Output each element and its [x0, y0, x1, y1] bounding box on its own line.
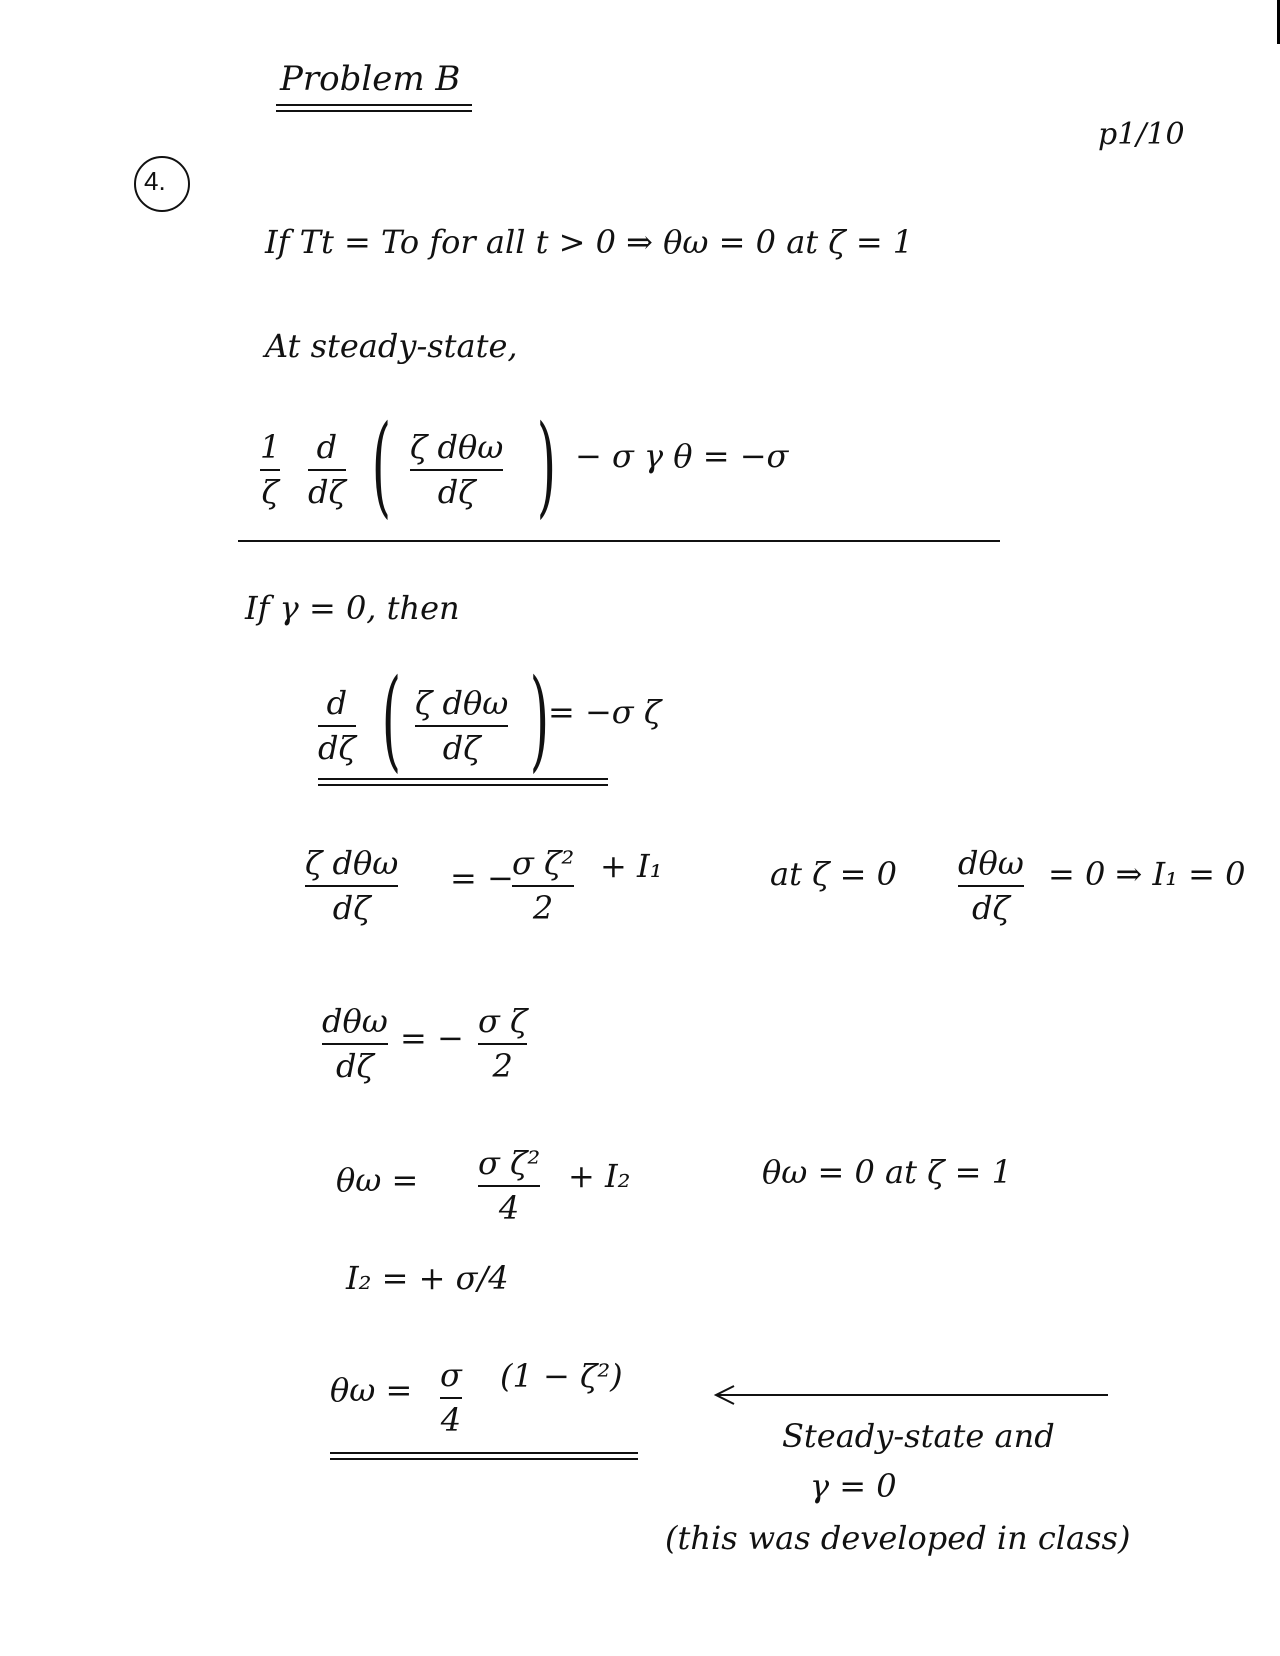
gamma-zero-heading: If γ = 0, then: [245, 589, 460, 627]
eq2-underline-1: [318, 778, 608, 780]
eq3-equals: = −: [450, 859, 514, 897]
eq1-rhs: − σ γ θ = −σ: [575, 437, 789, 475]
eq2-frac-zeta-dtheta: ζ dθω dζ: [415, 684, 509, 768]
eq3-lhs-frac: ζ dθω dζ: [305, 844, 399, 928]
note-line-3: (this was developed in class): [665, 1519, 1131, 1557]
eq5-constant: + I₂: [568, 1157, 631, 1195]
eq7-expression: (1 − ζ²): [500, 1357, 623, 1395]
page-number: p1/10: [1098, 117, 1185, 152]
note-line-1: Steady-state and: [782, 1417, 1055, 1455]
eq6-constant-value: I₂ = + σ/4: [346, 1259, 509, 1297]
eq4-lhs-frac: dθω dζ: [322, 1002, 388, 1086]
eq1-frac-zeta-dtheta: ζ dθω dζ: [410, 428, 504, 512]
eq2-underline-2: [318, 784, 608, 786]
eq1-right-paren: ): [536, 401, 557, 529]
eq5-frac: σ ζ² 4: [478, 1144, 541, 1228]
eq7-underline-1: [330, 1452, 638, 1454]
eq3-rhs-frac: σ ζ² 2: [512, 844, 575, 928]
arrow-left-icon: [708, 1380, 1118, 1410]
steady-state-heading: At steady-state,: [265, 327, 518, 365]
eq7-frac: σ 4: [440, 1356, 462, 1440]
eq3-condition-frac: dθω dζ: [958, 844, 1024, 928]
eq3-constant: + I₁: [600, 847, 663, 885]
section-divider: [238, 540, 1000, 542]
title-underline-2: [276, 110, 472, 112]
eq2-rhs: = −σ ζ: [548, 693, 662, 731]
page-title: Problem B: [280, 59, 461, 99]
eq3-condition: at ζ = 0: [770, 855, 897, 893]
title-underline-1: [276, 104, 472, 106]
eq2-right-paren: ): [529, 655, 550, 783]
condition-statement: If Tt = To for all t > 0 ⇒ θω = 0 at ζ = 1: [265, 223, 914, 261]
eq2-left-paren: (: [381, 655, 402, 783]
eq5-condition: θω = 0 at ζ = 1: [762, 1153, 1013, 1191]
eq7-lhs: θω =: [330, 1371, 413, 1409]
eq4-equals: = −: [400, 1019, 464, 1057]
problem-number: 4.: [144, 166, 166, 196]
eq5-lhs: θω =: [336, 1161, 419, 1199]
eq1-frac-d-dzeta: d dζ: [308, 428, 346, 512]
eq7-underline-2: [330, 1458, 638, 1460]
eq3-result: = 0 ⇒ I₁ = 0: [1048, 855, 1246, 893]
eq4-rhs-frac: σ ζ 2: [478, 1002, 528, 1086]
eq2-frac-d-dzeta: d dζ: [318, 684, 356, 768]
eq1-left-paren: (: [371, 401, 392, 529]
eq1-frac-1-over-zeta: 1 ζ: [260, 428, 281, 512]
note-line-2: γ = 0: [810, 1467, 897, 1505]
